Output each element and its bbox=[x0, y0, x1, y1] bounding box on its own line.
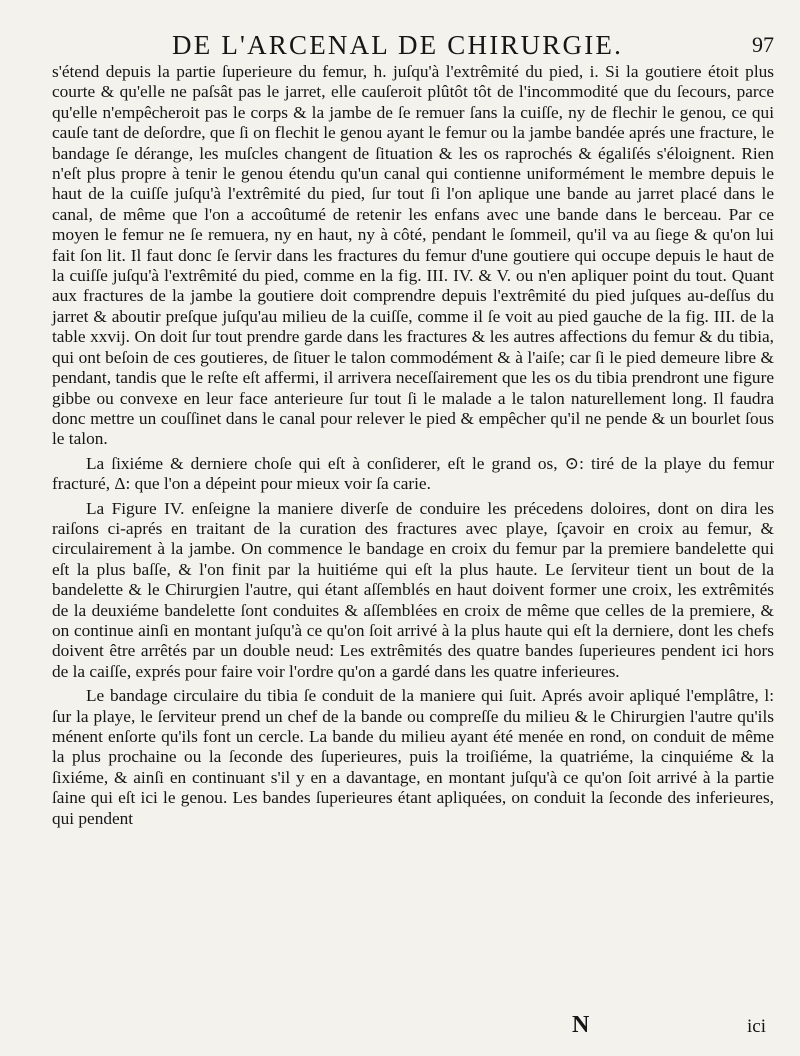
paragraph-1: s'étend depuis la partie ſuperieure du femur, h. juſqu'à l'extrêmité du pied, i. Si la goutiere étoit plus courte & qu'elle ne paſsât pas le jarret, elle cauſeroit plûtôt tôt de l'incommodité que du ſecours, parce qu'elle n'empêcheroit pas le corps & la jambe de ſe remuer ſans la cuiſſe, ny de flechir le genou, ce qui cauſe tant de deſordre, que ſi on flechit le genou ayant le femur ou la jambe bandée aprés une fracture, le bandage ſe dérange, les muſcles changent de ſituation & les os raprochés & égaliſés s'éloignent. Rien n'eſt plus propre à tenir le genou étendu qu'un canal qui contienne uniformément le membre depuis le haut de la cuiſſe juſqu'à l'extrêmité du pied, ſur tout ſi l'on aplique une bande au jarret placé dans le canal, de même que l'on a accoûtumé de retenir les enfans avec une bande dans le berceau. Par ce moyen le femur ne ſe remuera, ny en haut, ny à côté, pendant le ſommeil, qu'il va au ſiege & qu'on lui fait ſon lit. Il faut donc ſe ſervir dans les fractures du femur d'une goutiere qui occupe depuis le haut de la cuiſſe juſqu'à l'extrêmité du pied, comme en la fig. III. IV. & V. ou n'en apliquer point du tout. Quant aux fractures de la jambe la goutiere doit comprendre depuis l'extrêmité du pied juſques au-deſſus du jarret & aboutir preſque juſqu'au milieu de la cuiſſe, comme il ſe voit au pied gauche de la fig. III. de la table xxvij. On doit ſur tout prendre garde dans les fractures & les autres affections du femur & du tibia, qui ont beſoin de ces goutieres, de ſituer le talon commodément & à l'aiſe; car ſi le pied demeure libre & pendant, tandis que le reſte eſt affermi, il arrivera neceſſairement que les os du tibia prendront une figure gibbe ou convexe en leur face anterieure ſur tout ſi le malade a le talon naturellement long. Il faudra donc mettre un couſſinet dans le canal pour relever le pied & empêcher qu'il ne pende & un bourlet ſous le talon. bbox=[52, 62, 774, 449]
paragraph-3: La Figure IV. enſeigne la maniere diverſe de conduire les précedens doloires, dont on dira les raiſons ci-aprés en traitant de la curation des fractures avec playe, ſçavoir en croix au femur, & circulairement à la jambe. On commence le bandage en croix du femur par la premiere bandelette qui eſt la plus baſſe, & l'on finit par la huitiéme qui eſt la plus haute. Le ſerviteur tient un bout de la bandelette & le Chirurgien l'autre, qui étant aſſemblés en haut doivent former une croix, les extrêmités de la deuxiéme bandelette ſont conduites & aſſemblées en croix de même que celles de la premiere, & on continue ainſi en montant juſqu'à ce qu'on ſoit arrivé à la plus haute qui eſt la derniere, dont les chefs doivent être arrêtés par un double neud: Les extrêmités des quatre bandes ſuperieures pendent ici hors de la caiſſe, exprés pour faire voir l'ordre qu'on a gardé dans les quatre inferieures. bbox=[52, 498, 774, 681]
paragraph-2: La ſixiéme & derniere choſe qui eſt à conſiderer, eſt le grand os, ⊙: tiré de la playe du femur fracturé, Δ: que l'on a dépeint pour mieux voir ſa carie. bbox=[52, 453, 774, 494]
running-title: DE L'ARCENAL DE CHIRURGIE. bbox=[172, 30, 624, 60]
signature-mark: N bbox=[572, 1012, 590, 1038]
paragraph-4: Le bandage circulaire du tibia ſe conduit de la maniere qui ſuit. Aprés avoir apliqué l'emplâtre, l: ſur la playe, le ſerviteur prend un chef de la bande ou compreſſe du milieu & le Chirurgien l'autre qu'ils ménent enſorte qu'ils font un cercle. La bande du milieu ayant été menée en rond, on conduit de même la plus prochaine ou la ſeconde des ſuperieures, puis la troiſiéme, la quatriéme, la cinquiéme & la ſixiéme, & ainſi en continuant s'il y en a davantage, en montant juſqu'à ce qu'on ſoit arrivé à la partie ſaine qui eſt ici le genou. Les bandes ſuperieures étant apliquées, on conduit la ſeconde des inferieures, qui pendent bbox=[52, 686, 774, 828]
running-head bbox=[0, 30, 800, 64]
page-number: 97 bbox=[752, 32, 774, 57]
footer-line bbox=[0, 1012, 800, 1042]
body-text bbox=[52, 62, 774, 833]
catchword: ici bbox=[747, 1016, 766, 1037]
